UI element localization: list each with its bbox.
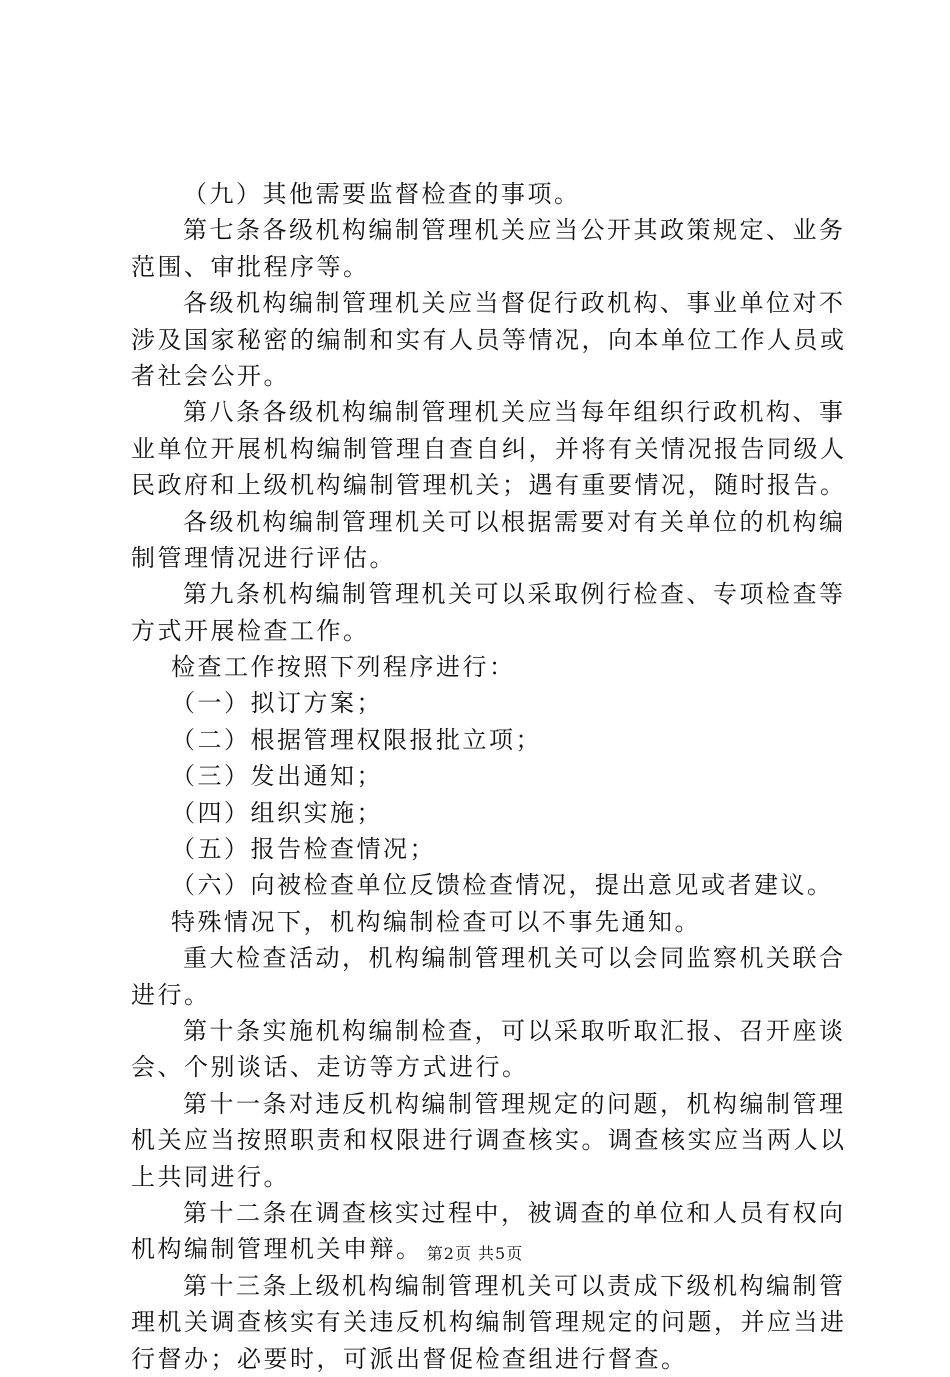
text-line: 机构编制管理机关申辩。 bbox=[131, 1235, 423, 1264]
document-body bbox=[131, 176, 847, 1377]
text-line: 会、个别谈话、走访等方式进行。 bbox=[131, 1053, 529, 1082]
text-line: 第十一条对违反机构编制管理规定的问题，机构编制管理 bbox=[183, 1089, 846, 1118]
text-line: 机关应当按照职责和权限进行调查核实。调查核实应当两人以 bbox=[131, 1126, 847, 1155]
list-item: （一）拟订方案； bbox=[171, 689, 383, 718]
text-line: 理机关调查核实有关违反机构编制管理规定的问题，并应当进 bbox=[131, 1308, 847, 1337]
list-item: （三）发出通知； bbox=[171, 762, 383, 791]
text-line: 范围、审批程序等。 bbox=[131, 252, 370, 281]
text-line: 检查工作按照下列程序进行： bbox=[171, 653, 516, 682]
page-number-footer: 第2页 共5页 bbox=[426, 1244, 524, 1263]
text-line: 进行。 bbox=[131, 980, 211, 1009]
text-line: 各级机构编制管理机关应当督促行政机构、事业单位对不 bbox=[183, 289, 846, 318]
list-item: （五）报告检查情况； bbox=[171, 835, 436, 864]
text-line: 涉及国家秘密的编制和实有人员等情况，向本单位工作人员或 bbox=[131, 325, 847, 354]
text-line: 制管理情况进行评估。 bbox=[131, 543, 396, 572]
text-line: 各级机构编制管理机关可以根据需要对有关单位的机构编 bbox=[183, 507, 846, 536]
text-line: 第十二条在调查核实过程中，被调查的单位和人员有权向 bbox=[183, 1198, 846, 1227]
text-line: 行督办；必要时，可派出督促检查组进行督查。 bbox=[131, 1344, 688, 1373]
list-item: （四）组织实施； bbox=[171, 798, 383, 827]
text-line: 方式开展检查工作。 bbox=[131, 616, 370, 645]
text-line: 第八条各级机构编制管理机关应当每年组织行政机构、事 bbox=[183, 398, 846, 427]
list-item: （六）向被检查单位反馈检查情况，提出意见或者建议。 bbox=[171, 871, 834, 900]
text-line: 第七条各级机构编制管理机关应当公开其政策规定、业务 bbox=[183, 216, 846, 245]
text-line: 重大检查活动，机构编制管理机关可以会同监察机关联合 bbox=[183, 944, 846, 973]
list-item: （二）根据管理权限报批立项； bbox=[171, 725, 542, 754]
text-line: 第十条实施机构编制检查，可以采取听取汇报、召开座谈 bbox=[183, 1016, 846, 1045]
text-line: 上共同进行。 bbox=[131, 1162, 290, 1191]
text-line: 业单位开展机构编制管理自查自纠，并将有关情况报告同级人 bbox=[131, 434, 847, 463]
text-line: 第十三条上级机构编制管理机关可以责成下级机构编制管 bbox=[183, 1271, 846, 1300]
text-line: 民政府和上级机构编制管理机关；遇有重要情况，随时报告。 bbox=[131, 471, 847, 500]
text-line: （九）其他需要监督检查的事项。 bbox=[183, 180, 581, 208]
text-line: 特殊情况下，机构编制检查可以不事先通知。 bbox=[171, 907, 701, 936]
text-line: 者社会公开。 bbox=[131, 361, 290, 390]
text-line: 第九条机构编制管理机关可以采取例行检查、专项检查等 bbox=[183, 580, 846, 609]
